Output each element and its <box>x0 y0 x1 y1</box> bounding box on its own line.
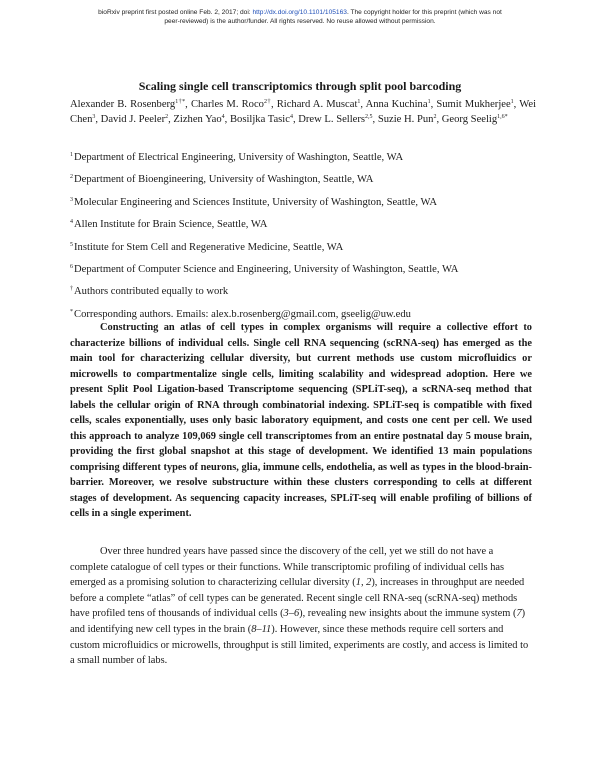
notice-suffix: . The copyright holder for this preprint (which was not <box>346 9 502 16</box>
author: Wei Chen$^3$ <box>70 99 537 126</box>
author: Bosiljka Tasic$^4$ <box>229 114 293 126</box>
notice-prefix: bioRxiv preprint first posted online Feb. 2, 2017; doi: <box>98 9 253 16</box>
citation: 8–11 <box>251 623 272 635</box>
notice-line-2: peer-reviewed) is the author/funder. All rights reserved. No reuse allowed without permission. <box>164 18 436 25</box>
affiliation-list <box>70 151 540 330</box>
equal-contribution-note: †Authors contributed equally to work <box>70 286 229 298</box>
citation: 1, 2 <box>355 577 372 589</box>
author: Suzie H. Pun$^2$ <box>377 114 437 126</box>
corresponding-authors-note: *Corresponding authors. Emails: alex.b.rosenberg@gmail.com, gseelig@uw.edu <box>70 308 411 320</box>
affiliation-item: $^3$Molecular Engineering and Sciences Institute, University of Washington, Seattle, WA <box>70 196 437 208</box>
author: Charles M. Roco$^{2\dagger}$ <box>190 99 271 110</box>
preprint-notice <box>0 8 600 26</box>
author: Zizhen Yao$^4$ <box>173 114 225 126</box>
affiliation-item: $^4$Allen Institute for Brain Science, Seattle, WA <box>70 219 268 231</box>
abstract: Constructing an atlas of cell types in complex organisms will require a collective effort to characterize billions of individual cells. Single cell RNA sequencing (scRNA-seq) has emerged as the main tool for characterizing cellular diversity, but current methods use custom microfluidics or microwells to compartmentalize single cells, limiting scalability and widespread adoption. Here we present Split Pool Ligation-based Transcriptome sequencing (SPLiT-seq), a scRNA-seq method that labels the cellular origin of RNA through combinatorial indexing. SPLiT-seq is compatible with fixed cells, scales exponentially, uses only basic laboratory equipment, and costs one cent per cell. We used this approach to analyze 109,069 single cell transcriptomes from an entire postnatal day 5 mouse brain, providing the first global snapshot at this stage of development. We identified 13 main populations comprising different types of neurons, glia, immune cells, endothelia, as well as types in the blood-brain-barrier. Moreover, we resolve substructure within these clusters corresponding to cells at different stages of development. As sequencing capacity increases, SPLiT-seq will enable profiling of billions of cells in a single experiment. <box>70 322 532 519</box>
affiliation-item: $^6$Department of Computer Science and Engineering, University of Washington, Seattle, WA <box>70 263 459 275</box>
author: Richard A. Muscat$^1$ <box>276 99 361 110</box>
author: Sumit Mukherjee$^1$ <box>436 99 514 110</box>
author: Anna Kuchina$^1$ <box>365 99 431 110</box>
doi-link[interactable]: http://dx.doi.org/10.1101/105163 <box>252 9 347 16</box>
author: David J. Peeler$^2$ <box>100 114 169 126</box>
affiliation-item: $^1$Department of Electrical Engineering, University of Washington, Seattle, WA <box>70 152 404 163</box>
paper-title: Scaling single cell transcriptomics through split pool barcoding <box>138 79 462 93</box>
affiliation-item: $^5$Institute for Stem Cell and Regenerative Medicine, Seattle, WA <box>70 241 344 253</box>
intro-paragraph: Over three hundred years have passed since the discovery of the cell, yet we still do not have a complete catalogue of cell types or their functions. While transcriptomic profiling of individual cells has emerged as a promising solution to characterizing cellular diversity (1, 2), increases in throughput are needed before a complete “atlas” of cell types can be generated. Recent single cell RNA-seq (scRNA-seq) methods have profiled tens of thousands of individual cells (3–6), revealing new insights about the immune system (7) and identifying new cell types in the brain (8–11). However, since these methods require cell sorters and custom microfluidics or microwells, throughput is still limited, experiments are costly, and access is limited to a small number of labs. <box>70 546 529 667</box>
author-list: Alexander B. Rosenberg$^{1\dagger*}$, Charles M. Roco$^{2\dagger}$, Richard A. Muscat$^1$, Anna Kuchina$^1$, Sumit Mukherjee$^1$, Wei Chen$^3$, David J. Peeler$^2$, Zizhen Yao$^4$, Bosiljka Tasic$^4$, Drew L. Sellers$^{2,5}$, Suzie H. Pun$^2$, Georg Seelig$^{1,6*}$ <box>70 99 537 126</box>
author: Alexander B. Rosenberg$^{1\dagger*}$ <box>70 99 186 110</box>
affiliation-item: $^2$Department of Bioengineering, University of Washington, Seattle, WA <box>70 174 374 186</box>
author: Drew L. Sellers$^{2,5}$ <box>298 114 373 126</box>
citation: 3–6 <box>283 608 300 620</box>
notice-line-1 <box>0 8 600 17</box>
author: Georg Seelig$^{1,6*}$ <box>441 114 508 126</box>
citation: 7 <box>516 608 522 620</box>
